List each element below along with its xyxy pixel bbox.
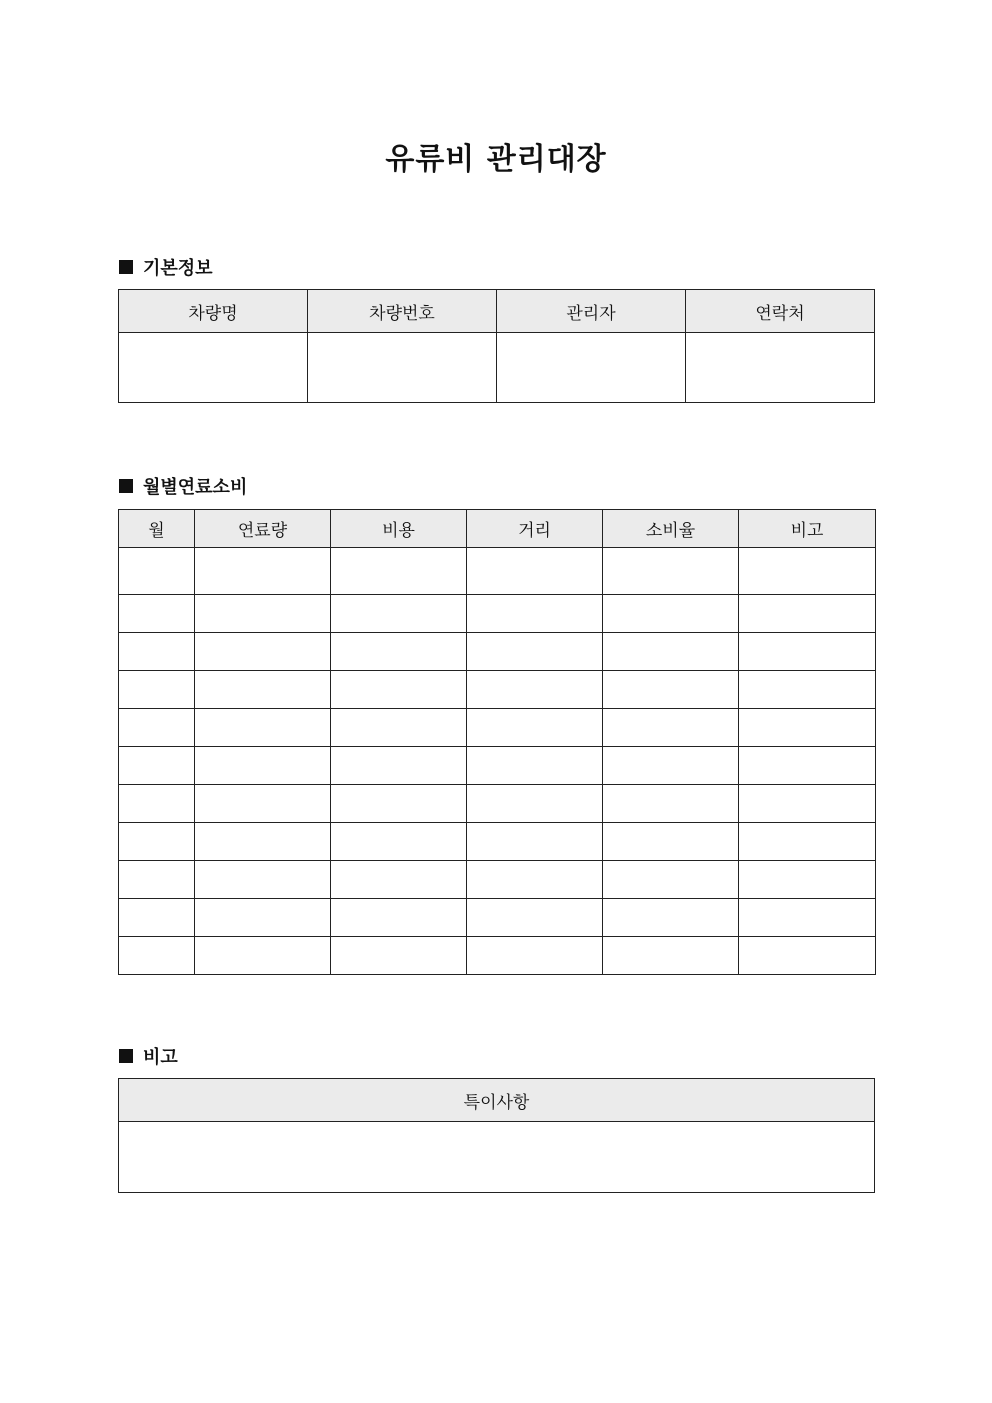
square-bullet-icon bbox=[119, 1049, 133, 1063]
table-cell[interactable] bbox=[119, 747, 195, 785]
header-special-notes: 특이사항 bbox=[119, 1079, 875, 1122]
table-cell[interactable] bbox=[119, 937, 195, 975]
table-cell[interactable] bbox=[119, 709, 195, 747]
table-cell[interactable] bbox=[603, 595, 739, 633]
header-month: 월 bbox=[119, 510, 195, 548]
table-cell[interactable] bbox=[467, 595, 603, 633]
cell-vehicle-name[interactable] bbox=[119, 333, 308, 403]
table-cell[interactable] bbox=[603, 548, 739, 595]
table-cell[interactable] bbox=[195, 823, 331, 861]
table-cell[interactable] bbox=[739, 595, 876, 633]
table-cell[interactable] bbox=[119, 785, 195, 823]
section-heading-basic-info bbox=[119, 254, 213, 280]
table-header-row bbox=[119, 510, 876, 548]
header-cost: 비용 bbox=[331, 510, 467, 548]
table-cell[interactable] bbox=[739, 785, 876, 823]
table-cell[interactable] bbox=[331, 861, 467, 899]
table-cell[interactable] bbox=[603, 937, 739, 975]
table-row bbox=[119, 899, 876, 937]
section-heading-label: 기본정보 bbox=[143, 258, 213, 279]
table-cell[interactable] bbox=[739, 899, 876, 937]
table-cell[interactable] bbox=[331, 785, 467, 823]
section-heading-label: 비고 bbox=[143, 1047, 178, 1068]
table-row bbox=[119, 937, 876, 975]
table-cell[interactable] bbox=[603, 861, 739, 899]
table-cell[interactable] bbox=[739, 861, 876, 899]
table-cell[interactable] bbox=[195, 861, 331, 899]
table-row bbox=[119, 747, 876, 785]
table-cell[interactable] bbox=[331, 937, 467, 975]
cell-special-notes[interactable] bbox=[119, 1122, 875, 1193]
table-cell[interactable] bbox=[467, 937, 603, 975]
header-contact: 연락처 bbox=[686, 290, 875, 333]
table-cell[interactable] bbox=[467, 548, 603, 595]
table-cell[interactable] bbox=[467, 747, 603, 785]
table-row bbox=[119, 785, 876, 823]
table-row bbox=[119, 1122, 875, 1193]
table-cell[interactable] bbox=[119, 633, 195, 671]
table-cell[interactable] bbox=[603, 747, 739, 785]
table-header-row bbox=[119, 1079, 875, 1122]
table-cell[interactable] bbox=[119, 548, 195, 595]
header-note: 비고 bbox=[739, 510, 876, 548]
section-heading-monthly bbox=[119, 473, 247, 499]
page-title: 유류비 관리대장 bbox=[385, 142, 607, 177]
basic-info-table bbox=[118, 289, 875, 403]
table-cell[interactable] bbox=[119, 595, 195, 633]
header-fuel-amount: 연료량 bbox=[195, 510, 331, 548]
remarks-table bbox=[118, 1078, 875, 1193]
table-cell[interactable] bbox=[195, 709, 331, 747]
table-cell[interactable] bbox=[195, 747, 331, 785]
square-bullet-icon bbox=[119, 260, 133, 274]
header-distance: 거리 bbox=[467, 510, 603, 548]
monthly-fuel-table bbox=[118, 509, 876, 975]
table-cell[interactable] bbox=[195, 548, 331, 595]
table-row bbox=[119, 548, 876, 595]
table-cell[interactable] bbox=[195, 785, 331, 823]
section-heading-remarks bbox=[119, 1043, 178, 1069]
table-cell[interactable] bbox=[195, 633, 331, 671]
table-cell[interactable] bbox=[195, 595, 331, 633]
table-cell[interactable] bbox=[195, 937, 331, 975]
table-cell[interactable] bbox=[331, 709, 467, 747]
table-cell[interactable] bbox=[603, 633, 739, 671]
table-row bbox=[119, 861, 876, 899]
table-cell[interactable] bbox=[119, 823, 195, 861]
table-cell[interactable] bbox=[467, 823, 603, 861]
table-cell[interactable] bbox=[195, 671, 331, 709]
table-row bbox=[119, 595, 876, 633]
table-cell[interactable] bbox=[331, 823, 467, 861]
cell-manager[interactable] bbox=[497, 333, 686, 403]
header-consumption-rate: 소비율 bbox=[603, 510, 739, 548]
table-cell[interactable] bbox=[739, 709, 876, 747]
table-cell[interactable] bbox=[331, 548, 467, 595]
table-cell[interactable] bbox=[739, 747, 876, 785]
table-cell[interactable] bbox=[739, 671, 876, 709]
table-row bbox=[119, 333, 875, 403]
table-cell[interactable] bbox=[119, 671, 195, 709]
table-cell[interactable] bbox=[739, 937, 876, 975]
cell-vehicle-number[interactable] bbox=[308, 333, 497, 403]
table-cell[interactable] bbox=[195, 899, 331, 937]
table-cell[interactable] bbox=[119, 861, 195, 899]
table-cell[interactable] bbox=[467, 709, 603, 747]
header-vehicle-number: 차량번호 bbox=[308, 290, 497, 333]
header-manager: 관리자 bbox=[497, 290, 686, 333]
table-cell[interactable] bbox=[603, 899, 739, 937]
table-row bbox=[119, 633, 876, 671]
section-heading-label: 월별연료소비 bbox=[143, 477, 248, 498]
table-cell[interactable] bbox=[739, 633, 876, 671]
table-cell[interactable] bbox=[467, 899, 603, 937]
table-cell[interactable] bbox=[467, 671, 603, 709]
table-cell[interactable] bbox=[467, 785, 603, 823]
table-cell[interactable] bbox=[467, 633, 603, 671]
table-row bbox=[119, 709, 876, 747]
table-cell[interactable] bbox=[331, 671, 467, 709]
cell-contact[interactable] bbox=[686, 333, 875, 403]
table-cell[interactable] bbox=[603, 671, 739, 709]
table-cell[interactable] bbox=[603, 709, 739, 747]
table-cell[interactable] bbox=[331, 747, 467, 785]
table-header-row bbox=[119, 290, 875, 333]
table-cell[interactable] bbox=[603, 823, 739, 861]
table-cell[interactable] bbox=[467, 861, 603, 899]
table-cell[interactable] bbox=[603, 785, 739, 823]
table-cell[interactable] bbox=[739, 823, 876, 861]
square-bullet-icon bbox=[119, 479, 133, 493]
table-cell[interactable] bbox=[331, 899, 467, 937]
table-cell[interactable] bbox=[119, 899, 195, 937]
table-row bbox=[119, 823, 876, 861]
header-vehicle-name: 차량명 bbox=[119, 290, 308, 333]
table-cell[interactable] bbox=[739, 548, 876, 595]
table-row bbox=[119, 671, 876, 709]
table-cell[interactable] bbox=[331, 633, 467, 671]
table-cell[interactable] bbox=[331, 595, 467, 633]
